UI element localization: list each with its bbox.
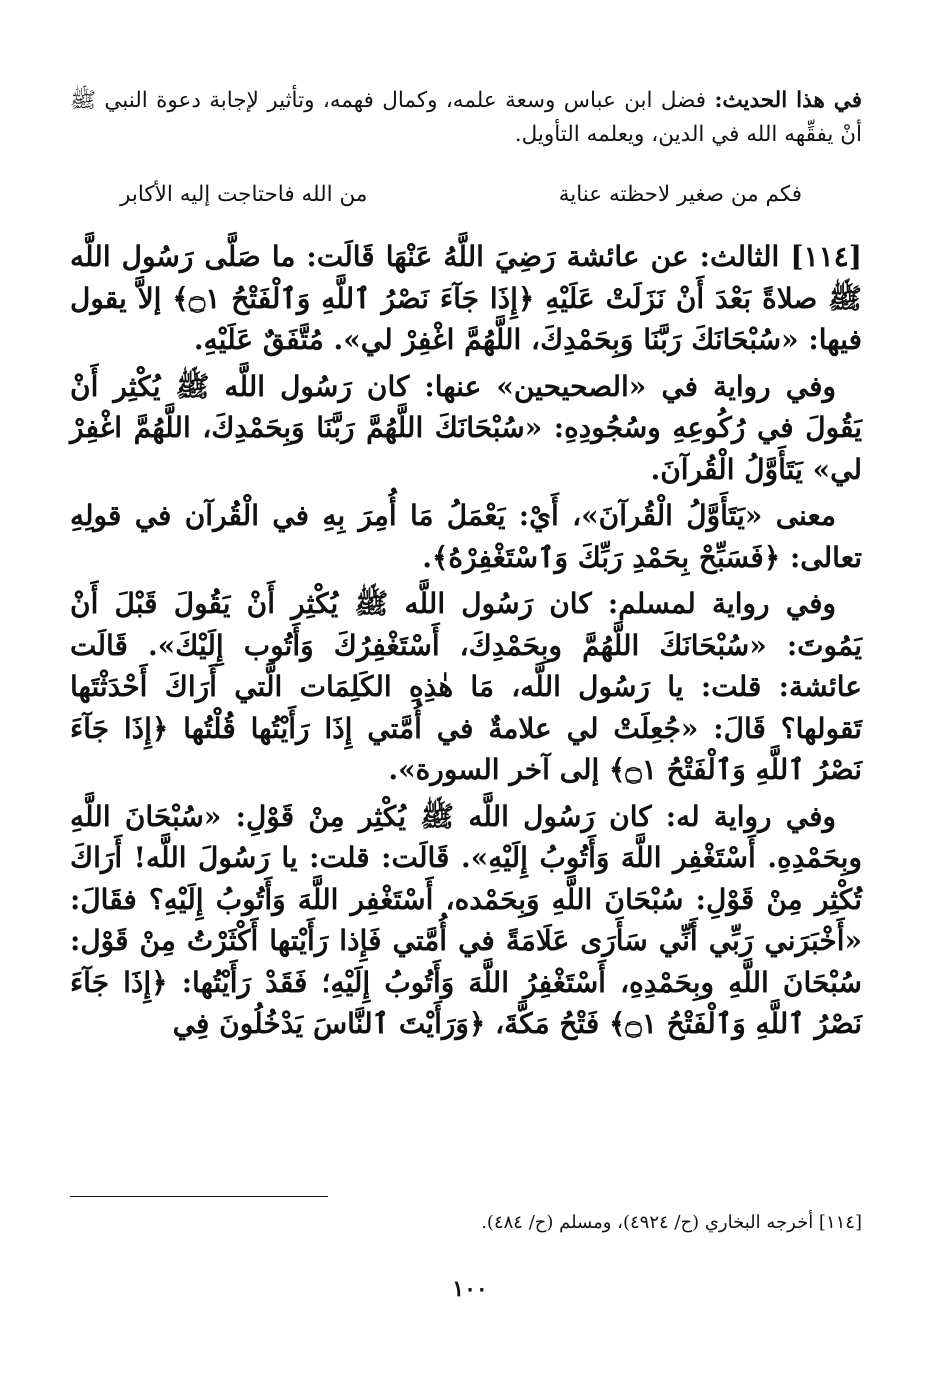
intro-text: فضل ابن عباس وسعة علمه، وكمال فهمه، وتأثير لإجابة دعوة النبي ﷺ أنْ يفقِّهه الله في الدين، ويعلمه التأويل. [70,88,862,147]
poem-hemistich-first: فكم من صغير لاحظته عناية [558,182,802,207]
intro-label: في هذا الحديث: [714,88,862,113]
hadith-body [70,236,862,1050]
hadith-paragraph: وفي رواية لمسلم: كان رَسُول اللَّه ﷺ يُكْثِر أَنْ يَقُولَ قَبْلَ أَنْ يَمُوتَ: «سُبْحَانَكَ اللَّهُمَّ وبِحَمْدِكَ، أَسْتَغْفِرُكَ وَأَتُوب إِلَيْكَ». قَالَت عائشة: قلت: يا رَسُول اللَّه، مَا هٰذِهِ الكَلِمَات الَّتي أَرَاكَ أَحْدَثْتَها تَقولها؟ قَالَ: «جُعِلَتْ لي علامةٌ في أُمَّتي إِذَا رَأَيْتُها قُلْتُها ﴿إِذَا جَآءَ نَصْرُ ٱللَّهِ وَٱلْفَتْحُ ۝١﴾ إلى آخر السورة». [70,587,862,786]
hadith-paragraph: معنى «يَتَأَوَّلُ الْقُرآنَ»، أَيْ: يَعْمَلُ مَا أُمِرَ بِهِ في الْقُرآن في قولِهِ تعالى: ﴿فَسَبِّحْ بِحَمْدِ رَبِّكَ وَٱسْتَغْفِرْهُ﴾. [70,499,862,574]
hadith-paragraph: وفي رواية في «الصحيحين» عنها: كان رَسُول اللَّه ﷺ يُكْثِر أَنْ يَقُولَ في رُكُوعِهِ وسُجُودِهِ: «سُبْحَانَكَ اللَّهُمَّ رَبَّنَا وَبِحَمْدِكَ، اللَّهُمَّ اغْفِرْ لي» يَتَأَوَّلُ الْقُرآنَ. [70,369,862,486]
hadith-paragraph: وفي رواية له: كان رَسُول اللَّه ﷺ يُكْثِر مِنْ قَوْلِ: «سُبْحَانَ اللَّهِ وبِحَمْدِهِ. أَسْتَغْفِر اللَّهَ وَأَتُوبُ إِلَيْهِ». قَالَت: قلت: يا رَسُولَ اللَّه! أَرَاكَ تُكْثِر مِنْ قَوْلِ: سُبْحَانَ اللَّهِ وَبِحَمْده، أَسْتَغْفِر اللَّهَ وَأَتُوبُ إِلَيْهِ؟ فقَالَ: «أَخْبَرَني رَبِّي أَنِّي سَأَرَى عَلَامَةً في أُمَّتي فَإِذا رَأَيْتها أَكْثَرْتُ مِنْ قَوْل: سُبْحَانَ اللَّهِ وبِحَمْدِهِ، أَسْتَغْفِرُ اللَّهَ وَأَتُوبُ إِلَيْهِ؛ فَقَدْ رَأَيْتُها: ﴿إِذَا جَآءَ نَصْرُ ٱللَّهِ وَٱلْفَتْحُ ۝١﴾ فَتْحُ مَكَّةَ، ﴿وَرَأَيْتَ ٱلنَّاسَ يَدْخُلُونَ فِي [70,799,863,1040]
footnote: [١١٤] أخرجه البخاري (ح/ ٤٩٢٤)، ومسلم (ح/ ٤٨٤). [481,1212,862,1233]
hadith-paragraph: [١١٤] الثالث: عن عائشة رَضِيَ اللَّهُ عَنْهَا قَالَت: ما صَلَّى رَسُول اللَّه ﷺ صلاةً بَعْدَ أَنْ نَزَلَتْ عَلَيْهِ ﴿إِذَا جَآءَ نَصْرُ ٱللَّهِ وَٱلْفَتْحُ ۝١﴾ إلاَّ يقول فيها: «سُبْحَانَكَ رَبَّنَا وَبِحَمْدِكَ، اللَّهُمَّ اغْفِرْ لي». مُتَّفَقٌ عَلَيْهِ. [70,240,862,356]
poem-hemistich-second: من الله فاحتاجت إليه الأكابر [120,182,368,207]
poem-verse [70,182,862,216]
footnote-divider [70,1196,328,1197]
page-number: ١٠٠ [452,1276,488,1302]
intro-commentary [70,84,862,152]
